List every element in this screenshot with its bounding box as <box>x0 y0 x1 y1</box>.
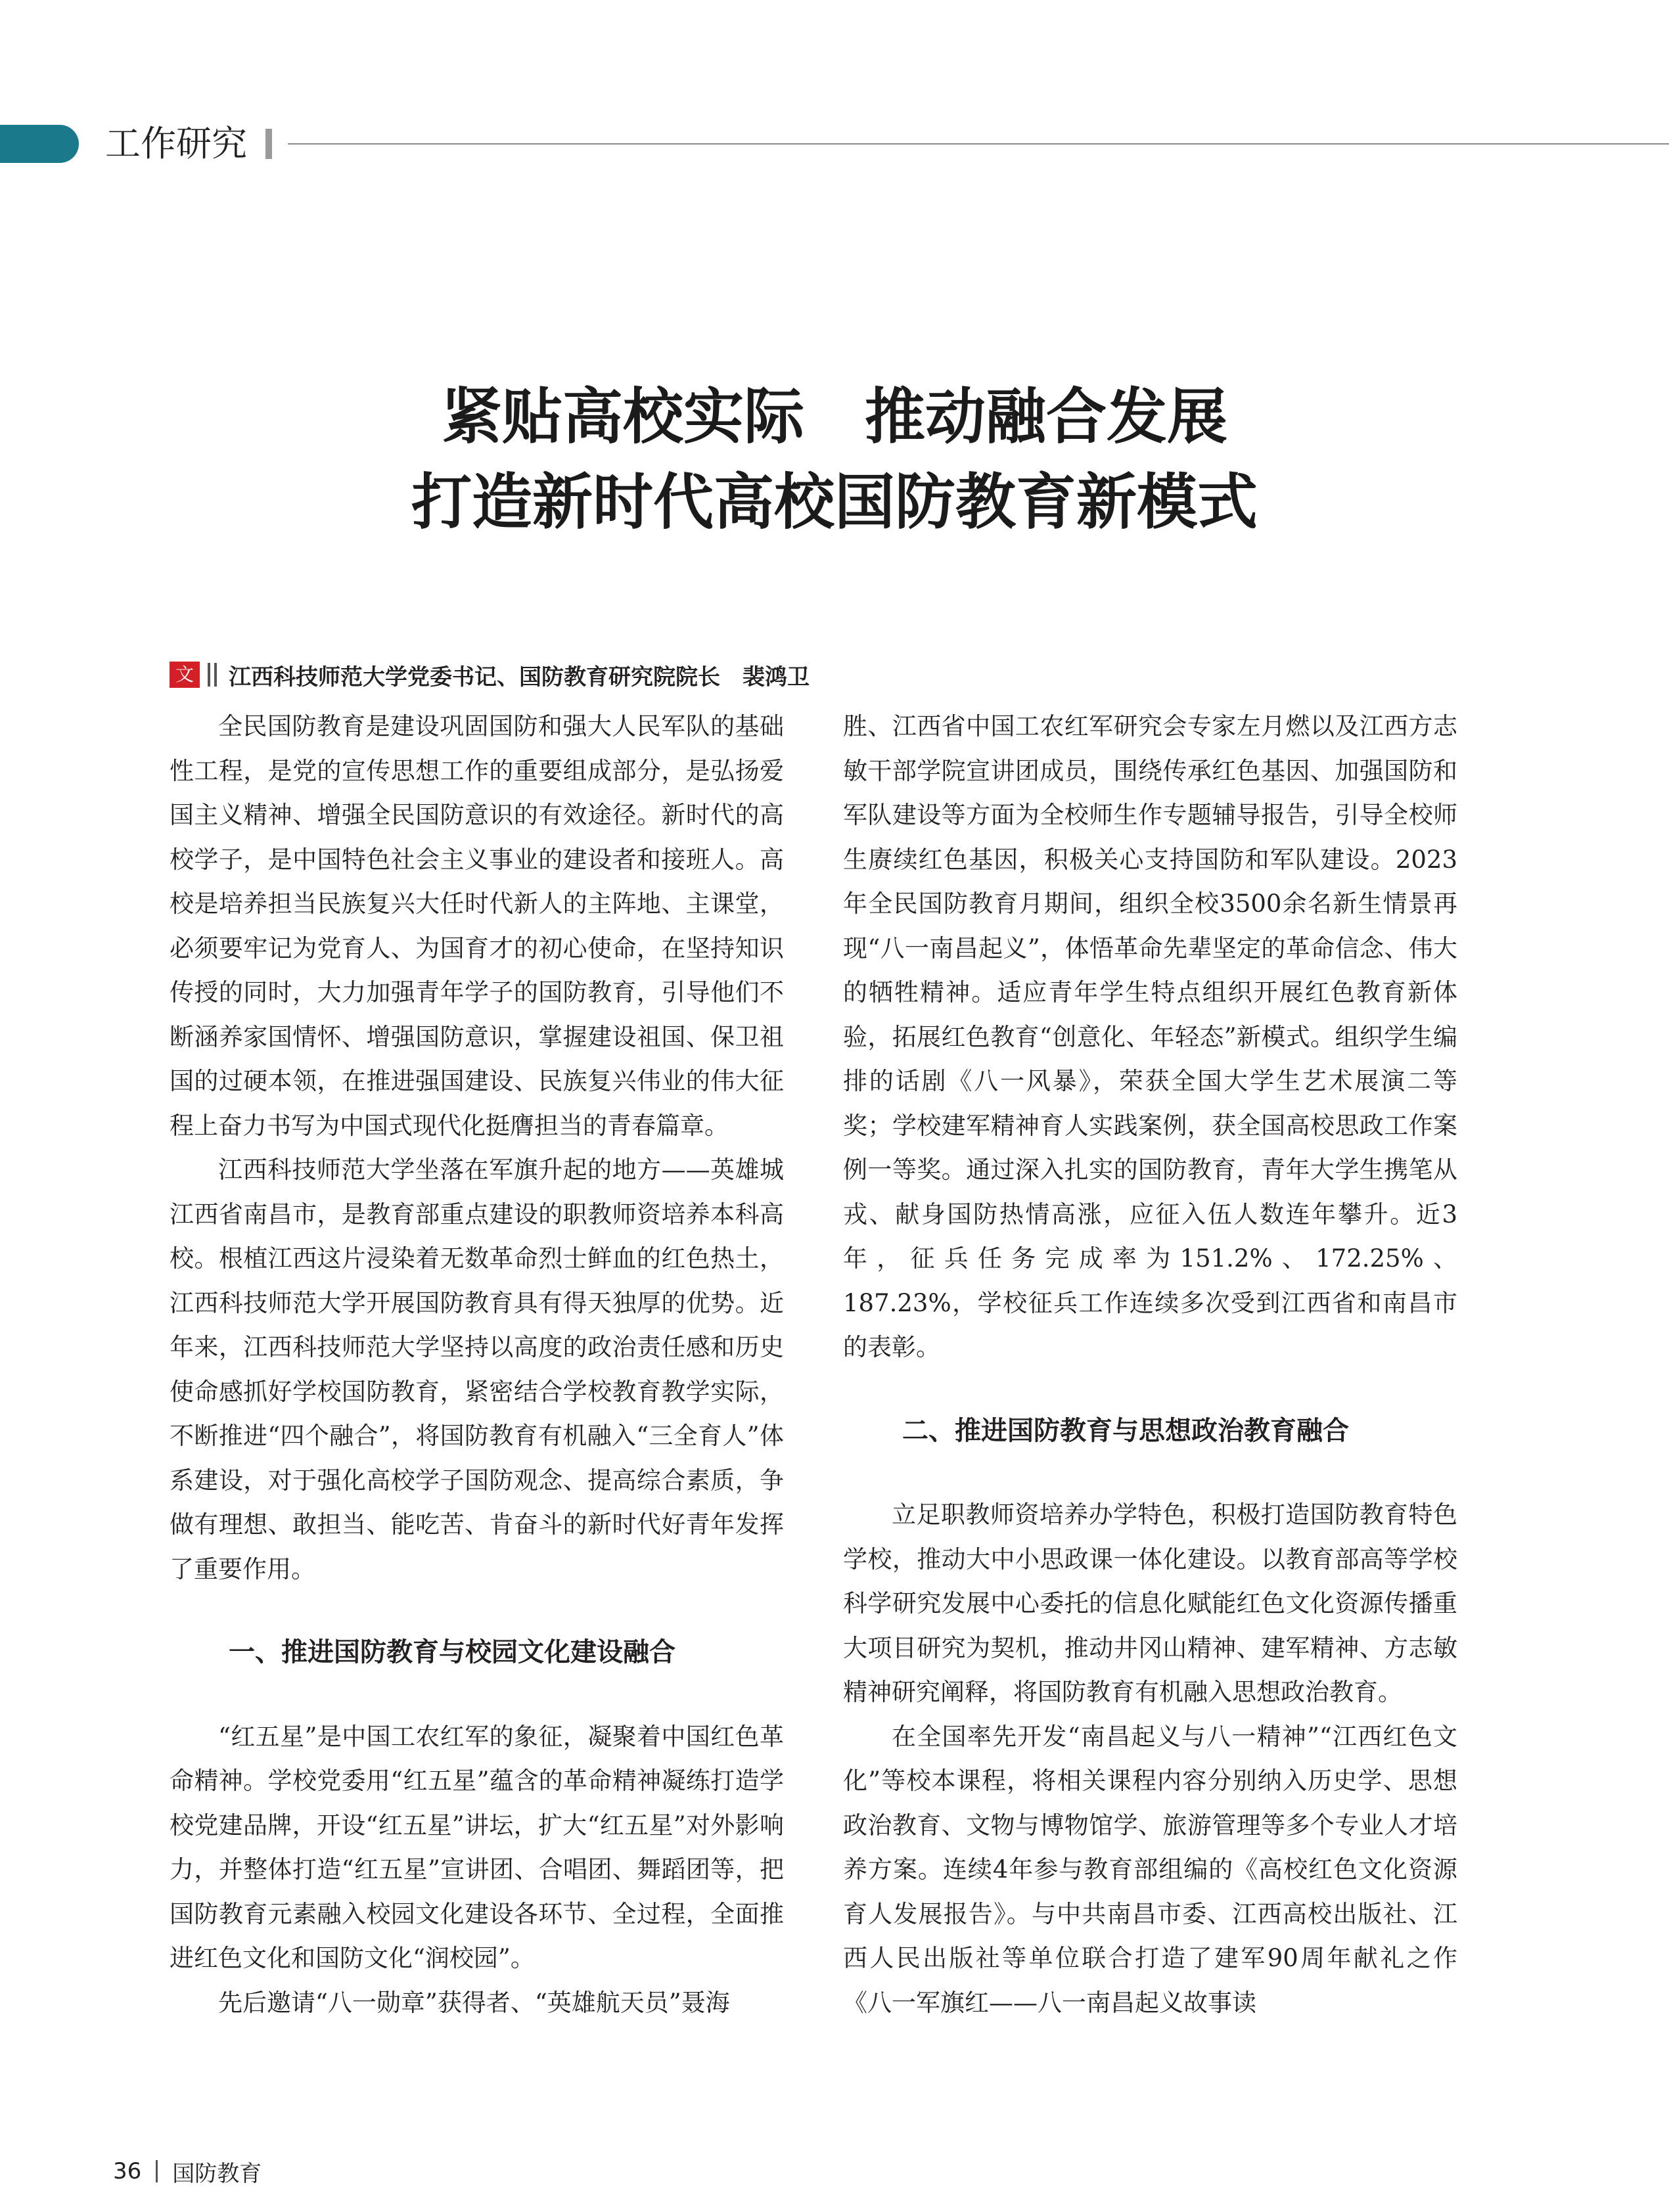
article-title-line-2: 打造新时代高校国防教育新模式 <box>411 467 1258 537</box>
paragraph: 先后邀请“八一勋章”获得者、“英雄航天员”聂海 <box>218 1988 730 2017</box>
header-rule <box>288 143 1669 145</box>
paragraph: 江西科技师范大学坐落在军旗升起的地方——英雄城江西省南昌市，是教育部重点建设的职教师资培养本科高校。根植江西这片浸染着无数革命烈士鲜血的红色热土，江西科技师范大学开展国防教育具有得天独厚的优势。近年来，江西科技师范大学坚持以高度的政治责任感和历史使命感抓好学校国防教育，紧密结合学校教育教学实际，不断推进“四个融合”，将国防教育有机融入“三全育人”体系建设，对于强化高校学子国防观念、提高综合素质，争做有理想、敢担当、能吃苦、肯奋斗的新时代好青年发挥了重要作用。 <box>170 1156 784 1583</box>
footer-separator <box>156 2160 158 2182</box>
section-title: 工作研究 <box>105 123 247 164</box>
paragraph: 全民国防教育是建设巩固国防和强大人民军队的基础性工程，是党的宣传思想工作的重要组成部分，是弘扬爱国主义精神、增强全民国防意识的有效途径。新时代的高校学子，是中国特色社会主义事业的建设者和接班人。高校是培养担当民族复兴大任时代新人的主阵地、主课堂，必须要牢记为党育人、为国育才的初心使命，在坚持知识传授的同时，大力加强青年学子的国防教育，引导他们不断涵养家国情怀、增强国防意识，掌握建设祖国、保卫祖国的过硬本领，在推进强国建设、民族复兴伟业的伟大征程上奋力书写为中国式现代化挺膺担当的青春篇章。 <box>170 712 784 1140</box>
page-footer <box>113 2155 262 2188</box>
section-tab-marker <box>0 125 79 163</box>
article-title-line-1: 紧贴高校实际 推动融合发展 <box>441 382 1227 452</box>
byline-separator <box>214 663 217 687</box>
left-column <box>170 704 784 2025</box>
header-separator <box>265 129 272 159</box>
paragraph: 在全国率先开发“南昌起义与八一精神”“江西红色文化”等校本课程，将相关课程内容分别纳入历史学、思想政治教育、文物与博物馆学、旅游管理等多个专业人才培养方案。连续4年参与教育部组编的《高校红色文化资源育人发展报告》。与中共南昌市委、江西高校出版社、江西人民出版社等单位联合打造了建军90周年献礼之作《八一军旗红——八一南昌起义故事读 <box>843 1722 1457 2017</box>
paragraph-continued: 胜、江西省中国工农红军研究会专家左月燃以及江西方志敏干部学院宣讲团成员，围绕传承红色基因、加强国防和军队建设等方面为全校师生作专题辅导报告，引导全校师生赓续红色基因，积极关心支持国防和军队建设。2023年全民国防教育月期间，组织全校3500余名新生情景再现“八一南昌起义”，体悟革命先辈坚定的革命信念、伟大的牺牲精神。适应青年学生特点组织开展红色教育新体验，拓展红色教育“创意化、年轻态”新模式。组织学生编排的话剧《八一风暴》，荣获全国大学生艺术展演二等奖；学校建军精神育人实践案例，获全国高校思政工作案例一等奖。通过深入扎实的国防教育，青年大学生携笔从戎、献身国防热情高涨，应征入伍人数连年攀升。近3年，征兵任务完成率为151.2%、172.25%、187.23%，学校征兵工作连续多次受到江西省和南昌市的表彰。 <box>843 712 1457 1361</box>
byline-author: 江西科技师范大学党委书记、国防教育研究院院长 裴鸿卫 <box>229 664 810 690</box>
section-heading: 二、推进国防教育与思想政治教育融合 <box>902 1415 1349 1446</box>
paragraph: “红五星”是中国工农红军的象征，凝聚着中国红色革命精神。学校党委用“红五星”蕴含的革命精神凝练打造学校党建品牌，开设“红五星”讲坛，扩大“红五星”对外影响力，并整体打造“红五星”宣讲团、合唱团、舞蹈团等，把国防教育元素融入校园文化建设各环节、全过程，全面推进红色文化和国防文化“润校园”。 <box>170 1722 784 1972</box>
page-number: 36 <box>113 2158 142 2184</box>
journal-name: 国防教育 <box>172 2160 262 2187</box>
byline-mark: 文 <box>170 662 200 688</box>
byline-separator <box>208 663 210 687</box>
section-heading: 一、推进国防教育与校园文化建设融合 <box>229 1637 675 1667</box>
byline <box>170 658 810 691</box>
paragraph: 立足职教师资培养办学特色，积极打造国防教育特色学校，推动大中小思政课一体化建设。以教育部高等学校科学研究发展中心委托的信息化赋能红色文化资源传播重大项目研究为契机，推动井冈山精神、建军精神、方志敏精神研究阐释，将国防教育有机融入思想政治教育。 <box>843 1501 1457 1706</box>
right-column <box>843 704 1457 2025</box>
